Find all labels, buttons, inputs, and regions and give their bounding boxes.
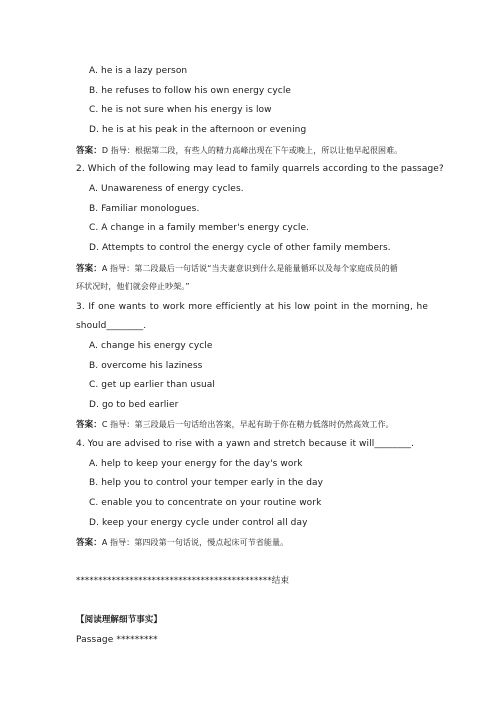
q3-option-c: C. get up earlier than usual xyxy=(89,380,216,390)
q3-option-d: D. go to bed earlier xyxy=(89,400,179,410)
answer-2-line-1 xyxy=(76,263,398,275)
q4-option-b: B. help you to control your temper early in the day xyxy=(89,478,324,488)
q3-option-a: A. change his energy cycle xyxy=(89,341,213,351)
answer-label: 答案： xyxy=(76,146,102,156)
q1-option-b: B. he refuses to follow his own energy cycle xyxy=(89,86,292,96)
section-title: 【阅读理解细节事实】 xyxy=(76,615,163,625)
end-marker: ********************************************结束 xyxy=(76,576,290,586)
answer-label: 答案： xyxy=(76,264,102,274)
q4-option-c: C. enable you to concentrate on your routine work xyxy=(89,498,322,508)
q2-option-b: B. Familiar monologues. xyxy=(89,204,200,214)
q4-option-a: A. help to keep your energy for the day's work xyxy=(89,459,303,469)
answer-label: 答案： xyxy=(76,538,102,548)
answer-text: C 指导：第三段最后一句话给出答案，早起有助于你在精力低落时仍然高效工作。 xyxy=(101,420,394,429)
question-2: 2. Which of the following may lead to family quarrels according to the passage? xyxy=(76,164,444,174)
q1-option-d: D. he is at his peak in the afternoon or evening xyxy=(89,125,307,135)
q2-option-a: A. Unawareness of energy cycles. xyxy=(89,184,244,194)
q2-option-c: C. A change in a family member's energy cycle. xyxy=(89,223,310,233)
answer-text: A 指导：第四段第一句话说，慢点起床可节省能量。 xyxy=(101,538,289,547)
answer-1 xyxy=(76,145,402,157)
answer-text: D 指导：根据第二段，有些人的精力高峰出现在下午或晚上，所以让他早起很困难。 xyxy=(101,146,403,155)
answer-2-line-2: 环状况时，他们就会停止吵架。” xyxy=(76,282,190,291)
question-4: 4. You are advised to rise with a yawn and stretch because it will________. xyxy=(76,439,415,449)
answer-3 xyxy=(76,419,394,431)
q1-option-a: A. he is a lazy person xyxy=(89,66,188,76)
question-3-line-1: 3. If one wants to work more efficiently at his low point in the morning, he xyxy=(76,302,428,312)
q3-option-b: B. overcome his laziness xyxy=(89,361,203,371)
answer-4 xyxy=(76,537,288,549)
passage-label: Passage ********* xyxy=(76,635,158,645)
q4-option-d: D. keep your energy cycle under control all day xyxy=(89,518,308,528)
answer-label: 答案： xyxy=(76,420,102,430)
question-3-line-2: should________. xyxy=(76,321,147,331)
q2-option-d: D. Attempts to control the energy cycle of other family members. xyxy=(89,243,391,253)
answer-text: A 指导：第二段最后一句话说“当夫妻意识到什么是能量循环以及每个家庭成员的循 xyxy=(101,264,398,273)
q1-option-c: C. he is not sure when his energy is low xyxy=(89,105,272,115)
